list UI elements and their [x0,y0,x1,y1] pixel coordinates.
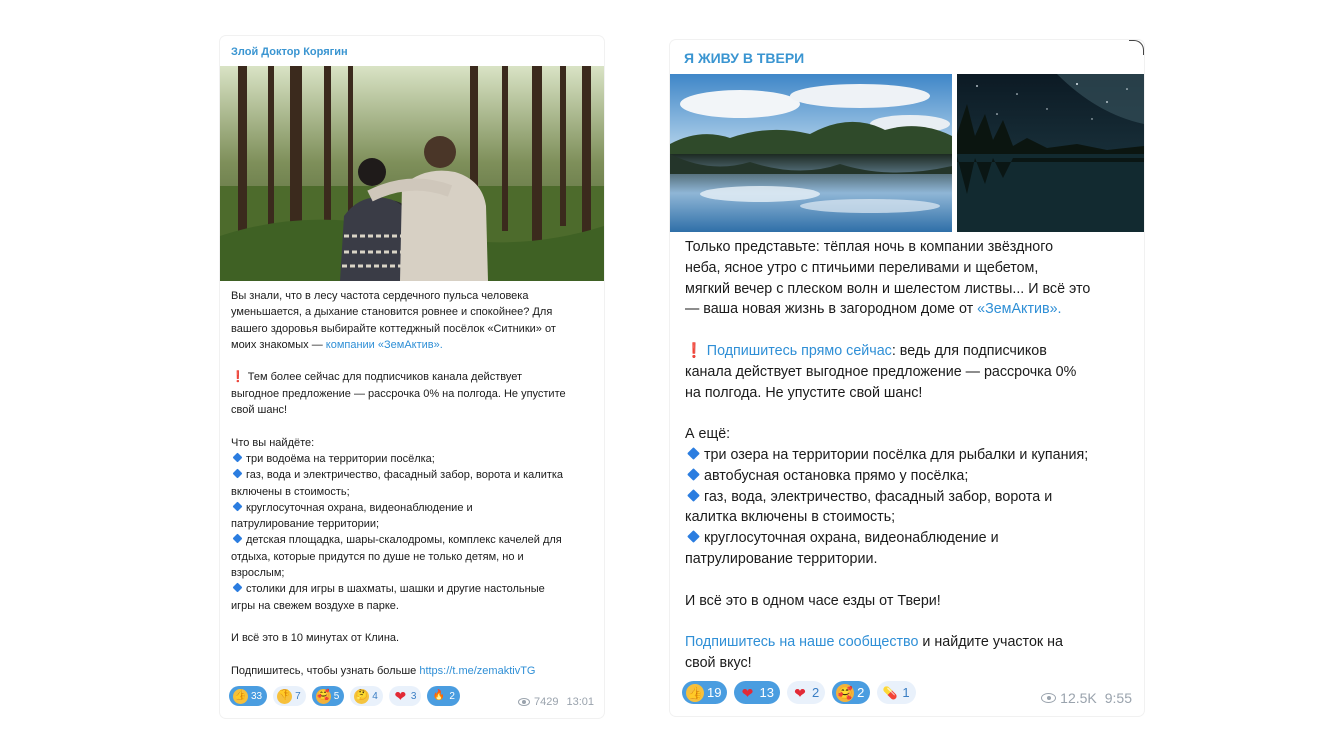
smiling-face-with-hearts-emoji: 🥰 [837,685,853,700]
text-segment: круглосуточная охрана, видеонаблюдение и [704,530,999,547]
red-heart-emoji: ❤ [394,688,407,704]
text-line [685,487,1137,508]
reaction-chip[interactable] [389,686,422,706]
paragraph-gap [685,570,1137,591]
text-segment: Вы знали, что в лесу частота сердечного пульса человека [231,290,529,302]
reaction-chip[interactable] [787,681,825,704]
text-line [231,532,593,548]
text-line [231,288,593,304]
text-segment: автобусная остановка прямо у посёлка; [704,467,969,484]
text-segment: на полгода. Не упустите свой шанс! [685,384,923,401]
reactions-bar [682,681,916,704]
thumbs-up-emoji: 👍 [233,689,248,704]
eye-icon [1041,693,1056,703]
post-link[interactable]: «ЗемАктив». [977,301,1062,318]
text-segment: Только представьте: тёплая ночь в компании звёздного [685,239,1054,255]
text-segment: : ведь для подписчиков [891,342,1047,359]
exclamation-icon: ❗ [685,342,703,359]
paragraph-gap [685,403,1137,424]
text-segment: мягкий вечер с плеском волн и шелестом листвы... И всё это [685,280,1091,297]
text-line [685,528,1137,549]
blue-diamond-icon [687,489,700,502]
text-line [685,362,1137,383]
reaction-count: 33 [251,690,263,702]
smiling-face-with-hearts-emoji: 🥰 [316,689,331,704]
text-line [231,663,593,679]
text-segment: патрулирование территории; [231,518,380,531]
post-text [685,237,1137,674]
blue-diamond-icon [233,453,243,463]
text-line [685,237,1137,258]
thumbs-down-emoji: 👎 [277,689,292,704]
paragraph-gap [231,418,593,434]
paragraph-gap [231,647,593,663]
text-line [685,507,1137,528]
blue-diamond-icon [687,468,700,481]
text-segment: выгодное предложение — рассрочка 0% на полгода. Не упустите [231,387,566,400]
post-link[interactable]: Подпишитесь на наше сообщество [685,634,919,651]
paragraph-gap [231,614,593,630]
text-line [231,598,593,614]
text-line [231,369,593,385]
text-line [685,383,1137,404]
text-line [685,466,1137,487]
text-line [231,337,593,353]
reaction-count: 7 [295,690,301,702]
text-line [231,630,593,646]
heart-on-fire-emoji: ❤ [794,684,806,701]
text-line [685,258,1137,279]
text-line [231,549,593,565]
text-segment: вашего здоровья выбирайте коттеджный посёлок «Ситники» от [231,322,556,335]
reactions-bar [229,686,460,706]
text-segment: И всё это в 10 минутах от Клина. [231,632,400,645]
post-meta [1041,690,1132,706]
exclamation-icon: ❗ [231,371,245,384]
text-segment: И всё это в одном часе езды от Твери! [685,592,941,609]
bubble-corner [1129,40,1144,55]
text-segment: включены в стоимость; [231,485,350,498]
text-line [231,435,593,451]
reaction-count: 5 [333,690,340,702]
post-time: 9:55 [1104,690,1132,706]
text-segment: свой вкус! [685,654,752,671]
post-link[interactable]: Подпишитесь прямо сейчас [706,342,892,359]
text-line [231,565,593,581]
text-segment: газ, вода и электричество, фасадный забор, ворота и калитка [246,469,564,482]
channel-name[interactable]: Злой Доктор Корягин [231,46,348,58]
paragraph-gap [231,353,593,369]
post-time: 13:01 [566,696,594,708]
text-segment: столики для игры в шахматы, шашки и другие настольные [246,583,545,596]
text-line [685,549,1137,570]
text-line [685,653,1137,674]
fire-emoji: 🔥 [432,690,446,701]
text-line [231,516,593,532]
reaction-chip[interactable] [350,686,383,706]
text-line [231,386,593,402]
blue-diamond-icon [233,469,243,479]
reaction-chip[interactable] [312,686,345,706]
blue-diamond-icon [233,583,243,593]
text-segment: моих знакомых — [231,338,326,351]
text-line [231,321,593,337]
text-line [685,424,1137,445]
reaction-count: 2 [811,685,820,700]
text-segment: неба, ясное утро с птичьими переливами и щебетом, [685,259,1039,276]
text-segment: А ещё: [685,426,731,443]
text-segment: Подпишитесь, чтобы узнать больше [231,664,420,677]
text-line [231,581,593,597]
post-text [231,288,593,679]
reaction-count: 3 [410,690,417,702]
channel-name[interactable]: Я ЖИВУ В ТВЕРИ [684,50,805,66]
text-segment: и найдите участок на [918,634,1063,651]
text-line [685,445,1137,466]
thumbs-up-emoji: 👍 [687,685,703,700]
text-segment: свой шанс! [231,404,288,417]
text-line [231,451,593,467]
reaction-count: 19 [707,685,722,700]
text-segment: патрулирование территории. [685,550,878,567]
text-segment: три водоёма на территории посёлка; [246,452,435,465]
lake-night-photo[interactable] [957,74,1144,232]
reaction-chip[interactable] [682,681,727,704]
couple-in-forest-photo[interactable] [220,66,604,281]
text-segment: Тем более сейчас для подписчиков канала действует [247,371,523,384]
text-line [231,402,593,418]
text-segment: Что вы найдёте: [231,436,315,449]
reaction-chip[interactable] [877,681,915,704]
reaction-count: 4 [372,690,378,702]
reaction-count: 13 [759,685,774,700]
view-count: 12.5K [1060,690,1097,706]
text-line [231,467,593,483]
post-link[interactable]: компании «ЗемАктив». [325,338,443,351]
text-line [231,500,593,516]
text-segment: канала действует выгодное предложение — рассрочка 0% [685,363,1077,380]
reaction-chip[interactable] [229,686,267,706]
post-link[interactable]: https://t.me/zemaktivTG [419,664,536,677]
paragraph-gap [685,320,1137,341]
text-line [231,304,593,320]
red-heart-emoji: ❤ [741,684,754,701]
reaction-count: 2 [449,690,455,702]
text-segment: калитка включены в стоимость; [685,509,896,526]
blue-diamond-icon [233,534,243,544]
text-segment: — ваша новая жизнь в загородном доме от [685,301,978,318]
blue-diamond-icon [687,447,700,460]
reaction-chip[interactable] [427,686,460,706]
reaction-chip[interactable] [734,681,779,704]
channel-post-left [220,36,604,718]
post-meta [518,696,594,708]
thinking-face-emoji: 🤔 [354,689,369,704]
paragraph-gap [685,611,1137,632]
text-line [685,341,1137,362]
channel-post-right [670,40,1144,716]
text-line [685,299,1137,320]
reaction-chip[interactable] [832,681,870,704]
blue-diamond-icon [687,530,700,543]
text-segment: круглосуточная охрана, видеонаблюдение и [246,501,473,514]
reaction-count: 1 [902,685,910,700]
text-segment: газ, вода, электричество, фасадный забор, ворота и [704,488,1053,505]
text-line [231,484,593,500]
text-line [685,591,1137,612]
reaction-chip[interactable] [273,686,306,706]
blue-diamond-icon [233,501,243,511]
text-line [685,632,1137,653]
text-segment: три озера на территории посёлка для рыбалки и купания; [704,446,1089,463]
text-segment: игры на свежем воздухе в парке. [231,599,399,612]
view-count: 7429 [533,696,559,708]
pill-emoji: 💊 [882,685,898,700]
lake-day-photo[interactable] [670,74,952,232]
text-segment: уменьшается, а дыхание становится ровнее и спокойнее? Для [231,306,553,319]
eye-icon [518,698,530,706]
reaction-count: 2 [857,685,865,700]
text-line [685,279,1137,300]
text-segment: детская площадка, шары-скалодромы, комплекс качелей для [246,534,562,547]
text-segment: взрослым; [231,567,285,580]
text-segment: отдыха, которые придутся по душе не только детям, но и [231,550,524,563]
